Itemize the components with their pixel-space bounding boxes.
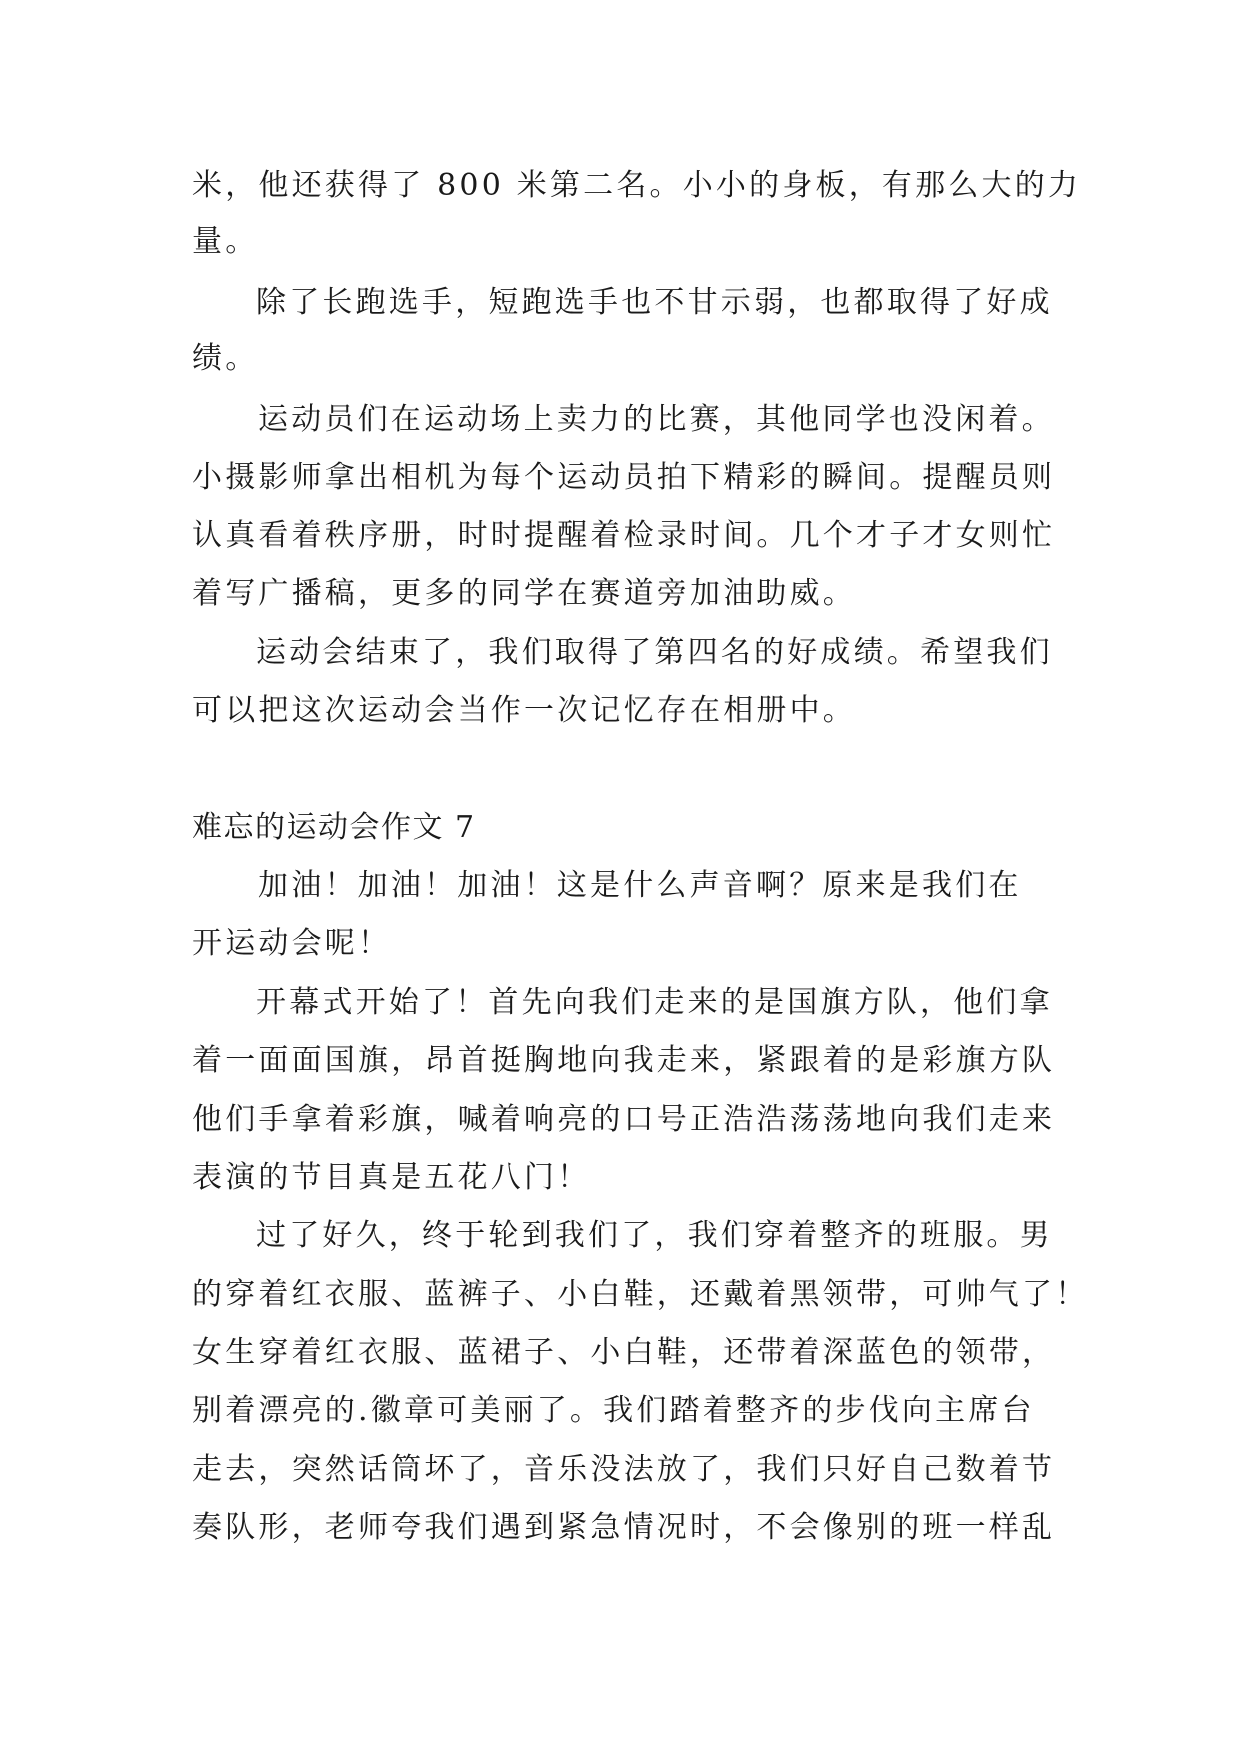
text-line: 可以把这次运动会当作一次记忆存在相册中。	[192, 693, 856, 728]
text-line: 绩。	[192, 341, 259, 376]
text-line: 米，他还获得了 800 米第二名。小小的身板，有那么大的力	[192, 168, 1082, 203]
text-line: 运动会结束了，我们取得了第四名的好成绩。希望我们	[256, 635, 1053, 670]
text-line: 认真看着秩序册，时时提醒着检录时间。几个才子才女则忙	[192, 518, 1056, 553]
text-line: 奏队形，老师夸我们遇到紧急情况时，不会像别的班一样乱	[192, 1510, 1056, 1545]
text-line: 小摄影师拿出相机为每个运动员拍下精彩的瞬间。提醒员则	[192, 460, 1056, 495]
text-line: 开运动会呢！	[192, 926, 392, 961]
text-line: 着一面面国旗，昂首挺胸地向我走来，紧跟着的是彩旗方队	[192, 1043, 1056, 1078]
text-line: 的穿着红衣服、蓝裤子、小白鞋，还戴着黑领带，可帅气了！	[192, 1277, 1089, 1312]
essay-title: 难忘的运动会作文 7	[192, 810, 476, 845]
text-line: 过了好久，终于轮到我们了，我们穿着整齐的班服。男	[256, 1218, 1053, 1253]
text-line: 女生穿着红衣服、蓝裙子、小白鞋，还带着深蓝色的领带，	[192, 1335, 1056, 1370]
text-line: 运动员们在运动场上卖力的比赛，其他同学也没闲着。	[258, 402, 1055, 437]
text-line: 别着漂亮的.徽章可美丽了。我们踏着整齐的步伐向主席台	[192, 1393, 1035, 1428]
text-line: 量。	[192, 224, 259, 259]
text-line: 开幕式开始了！首先向我们走来的是国旗方队，他们拿	[256, 985, 1053, 1020]
text-line: 他们手拿着彩旗，喊着响亮的口号正浩浩荡荡地向我们走来	[192, 1102, 1056, 1137]
text-line: 加油！加油！加油！这是什么声音啊？原来是我们在	[258, 868, 1022, 903]
text-line: 表演的节目真是五花八门！	[192, 1160, 591, 1195]
text-line: 除了长跑选手，短跑选手也不甘示弱，也都取得了好成	[256, 285, 1053, 320]
text-line: 着写广播稿，更多的同学在赛道旁加油助威。	[192, 576, 856, 611]
text-line: 走去，突然话筒坏了，音乐没法放了，我们只好自己数着节	[192, 1452, 1056, 1487]
